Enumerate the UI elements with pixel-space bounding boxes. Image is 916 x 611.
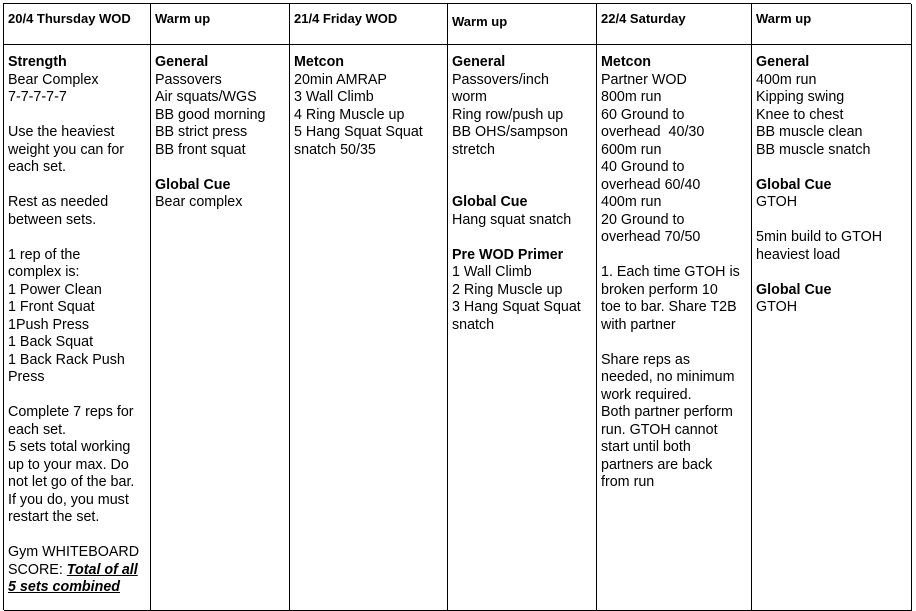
text-line: partners are back [601, 456, 713, 473]
text-line: Air squats/WGS [155, 89, 257, 105]
metcon-title: Metcon [601, 54, 652, 70]
text-line: restart the set. [8, 509, 100, 525]
text-line: If you do, you must [8, 491, 129, 508]
general-title: General [155, 54, 209, 70]
global-cue-title-2: Global Cue [756, 281, 832, 298]
text-line: 400m run [601, 194, 662, 210]
friday-warmup-cell [448, 45, 597, 611]
text-line: overhead 60/40 [601, 176, 701, 193]
text-line: with partner [601, 316, 676, 333]
text-line: 5 sets total working [8, 439, 131, 455]
text-line: 1 rep of the [8, 246, 81, 263]
saturday-wod-cell [597, 45, 752, 611]
text-line: GTOH [756, 299, 798, 315]
text-line: 4 Ring Muscle up [294, 106, 405, 123]
text-line: 1 Power Clean [8, 281, 102, 298]
text-line: Both partner perform [601, 404, 733, 420]
score-emphasis-2: 5 sets combined [8, 579, 121, 595]
text-line: 400m run [756, 71, 817, 88]
text-line: 1 Wall Climb [452, 264, 532, 280]
text-line: each set. [8, 421, 67, 438]
text-line: Ring row/push up [452, 106, 564, 123]
text-line: Passovers [155, 71, 222, 88]
global-cue-title: Global Cue [155, 176, 231, 193]
text-line: Gym WHITEBOARD [8, 544, 140, 560]
text-line: snatch [452, 316, 495, 333]
text-line: Complete 7 reps for [8, 404, 134, 420]
wod-table [3, 3, 911, 610]
text-line: start until both [601, 439, 691, 455]
text-line: 40 Ground to [601, 159, 685, 175]
score-emphasis: Total of all [66, 561, 138, 578]
header-warmup-friday: Warm up [448, 4, 597, 45]
text-line: 60 Ground to [601, 106, 685, 123]
text-line: from run [601, 474, 655, 490]
text-line: 600m run [601, 141, 662, 158]
text-line: up to your max. Do [8, 456, 129, 473]
text-line: 5 Hang Squat Squat [294, 124, 423, 140]
text-line: BB muscle clean [756, 124, 863, 140]
global-cue-title: Global Cue [756, 176, 832, 193]
text-line: Bear Complex [8, 71, 99, 88]
text-line: heaviest load [756, 246, 841, 263]
text-line: broken perform 10 [601, 281, 718, 298]
text-line: 7-7-7-7-7 [8, 89, 67, 105]
text-line: 800m run [601, 89, 662, 105]
text-line: overhead 70/50 [601, 229, 701, 245]
text-line: Use the heaviest [8, 124, 115, 140]
thursday-warmup-cell [151, 45, 290, 611]
text-line: BB OHS/sampson [452, 124, 569, 140]
header-warmup-thursday: Warm up [151, 4, 290, 45]
text-line: snatch 50/35 [294, 141, 376, 158]
text-line: Kipping swing [756, 89, 845, 105]
text-line: BB strict press [155, 124, 248, 140]
text-line: 20min AMRAP [294, 71, 387, 88]
text-line: Share reps as [601, 351, 691, 368]
text-line: 2 Ring Muscle up [452, 281, 563, 298]
strength-title: Strength [8, 54, 67, 70]
text-line: 1. Each time GTOH is [601, 264, 740, 280]
text-line: toe to bar. Share T2B [601, 299, 737, 315]
header-saturday: 22/4 Saturday [597, 4, 752, 45]
saturday-warmup-cell [752, 45, 912, 611]
text-line: between sets. [8, 211, 97, 228]
text-line: overhead 40/30 [601, 124, 705, 140]
pre-wod-primer-title: Pre WOD Primer [452, 246, 564, 263]
text-line: Knee to chest [756, 106, 844, 123]
friday-wod-cell [290, 45, 448, 611]
text-line: BB front squat [155, 141, 246, 158]
text-line: 1 Back Squat [8, 334, 94, 350]
general-title: General [756, 54, 810, 70]
text-line: worm [452, 89, 487, 105]
text-line: Rest as needed [8, 194, 109, 210]
header-friday: 21/4 Friday WOD [290, 4, 448, 45]
text-line: not let go of the bar. [8, 474, 135, 490]
text-line: run. GTOH cannot [601, 421, 718, 438]
text-line: BB good morning [155, 106, 266, 123]
general-title: General [452, 54, 506, 70]
text-line: work required. [601, 386, 692, 403]
text-line: Press [8, 369, 45, 385]
text-line: 3 Hang Squat Squat [452, 299, 581, 315]
score-line [8, 562, 146, 580]
text-line: BB muscle snatch [756, 141, 871, 158]
text-line: complex is: [8, 264, 80, 280]
text-line: 1 Front Squat [8, 299, 95, 315]
text-line: 1Push Press [8, 316, 90, 333]
text-line: Partner WOD [601, 71, 687, 88]
thursday-wod-cell [4, 45, 151, 611]
text-line: weight you can for [8, 141, 125, 158]
score-label: SCORE: [8, 561, 67, 578]
text-line: 5min build to GTOH [756, 229, 883, 245]
text-line: 3 Wall Climb [294, 89, 374, 105]
text-line: 20 Ground to [601, 211, 685, 228]
header-thursday: 20/4 Thursday WOD [4, 4, 151, 45]
text-line: each set. [8, 159, 67, 175]
metcon-title: Metcon [294, 54, 345, 70]
global-cue-title: Global Cue [452, 194, 528, 210]
text-line: Hang squat snatch [452, 211, 572, 228]
text-line: 1 Back Rack Push [8, 351, 125, 368]
text-line: GTOH [756, 194, 798, 210]
text-line: needed, no minimum [601, 369, 735, 385]
text-line: Bear complex [155, 194, 243, 210]
text-line: Passovers/inch [452, 71, 549, 88]
header-warmup-saturday: Warm up [752, 4, 912, 45]
text-line: stretch [452, 141, 495, 158]
